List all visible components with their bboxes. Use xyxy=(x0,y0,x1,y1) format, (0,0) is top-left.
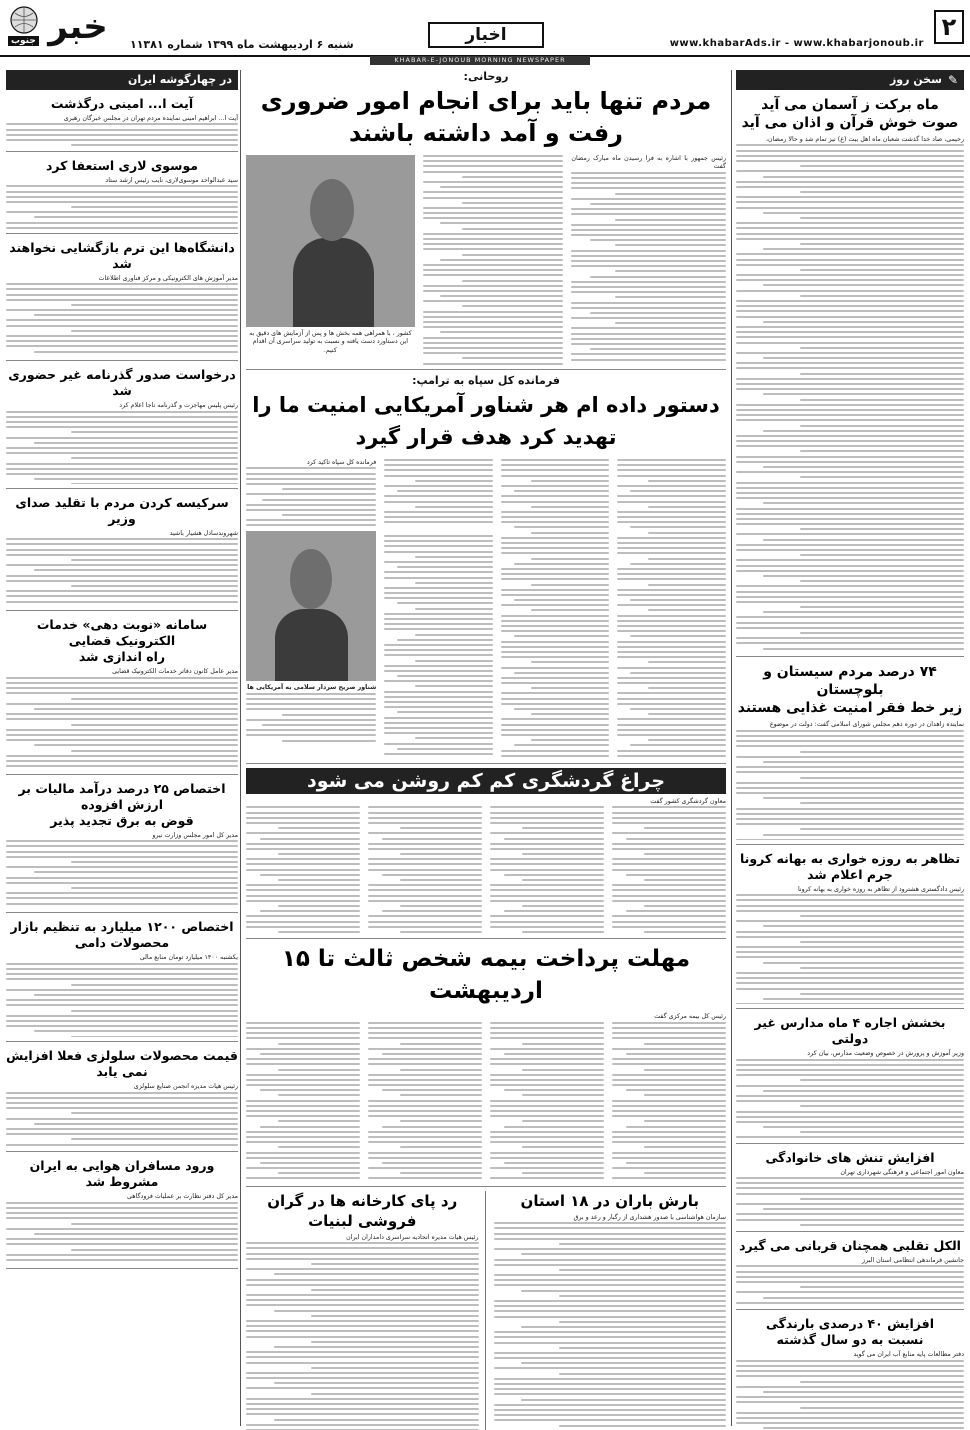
divider xyxy=(6,488,238,489)
story-body xyxy=(617,459,726,759)
president-photo xyxy=(246,155,415,327)
brief-lead: رئیس هیات مدیره انجمن صنایع سلولزی xyxy=(133,1083,238,1091)
news-brief xyxy=(6,240,238,362)
brief-body xyxy=(6,840,238,908)
brief-headline: موسوی لاری استعفا کرد xyxy=(45,157,199,173)
brief-headline: ورود مسافران هوایی به ایران مشروط شد xyxy=(29,1158,215,1190)
story-lead: رئیس دادگستری هشترود از تظاهر به روزه خواری به بهانه کرونا xyxy=(797,885,964,893)
story-body xyxy=(246,467,376,527)
brief-headline: درخواست صدور گذرنامه غیر حضوری شد xyxy=(8,367,236,399)
story-headline: بارش باران در ۱۸ استان xyxy=(520,1191,699,1210)
brief-headline: دانشگاه‌ها این ترم بازگشایی نخواهند شد xyxy=(9,239,235,271)
brief-body xyxy=(6,963,238,1037)
story-body xyxy=(736,1265,964,1305)
right-column xyxy=(736,70,964,1430)
news-brief xyxy=(6,158,238,234)
newspaper-logo xyxy=(4,4,122,54)
column-divider xyxy=(240,70,241,1426)
brief-lead: مدیر آموزش های الکترونیکی و مرکز فناوری اطلاعات xyxy=(98,274,238,282)
english-banner: KHABAR-E-JONOUB MORNING NEWSPAPER xyxy=(370,56,590,65)
story-body xyxy=(490,806,604,934)
brief-headline: قیمت محصولات سلولزی فعلا افزایش نمی یابد xyxy=(6,1048,238,1080)
editorial-headline: ماه برکت ز آسمان می آید صوت خوش قرآن و اذان می آید xyxy=(741,97,959,131)
divider xyxy=(246,938,726,939)
story-body xyxy=(501,459,610,759)
masthead xyxy=(0,0,970,64)
page-number: ۲ xyxy=(934,10,964,44)
divider xyxy=(6,1151,238,1152)
story-body xyxy=(612,806,726,934)
divider xyxy=(6,610,238,611)
brief-lead: مدیر عامل کانون دفاتر خدمات الکترونیک قضایی xyxy=(112,668,238,676)
brief-headline: سرکیسه کردن مردم با تقلید صدای وزیر xyxy=(15,494,229,526)
brief-headline: اختصاص ۱۲۰۰ میلیارد به تنظیم بازار محصولات دامی xyxy=(10,919,234,951)
news-brief xyxy=(6,96,238,152)
editorial-lead: رحیمی، صاد خدا گذشت شعبان ماه اهل بیت (ع) نیز تمام شد و حالا رمضان، xyxy=(765,136,964,143)
story-lead: رئیس کل بیمه مرکزی گفت xyxy=(654,1013,726,1021)
brief-headline: آیت ا... امینی درگذشت xyxy=(50,96,194,111)
logo-subtitle: جنوب xyxy=(8,36,39,46)
story-kicker: فرمانده کل سپاه به ترامپ: xyxy=(412,374,560,387)
brief-body xyxy=(6,185,238,228)
brief-body xyxy=(6,123,238,147)
brief-body xyxy=(6,283,238,356)
editorial-label: ✎ سخن روز xyxy=(736,70,964,90)
divider xyxy=(6,1041,238,1042)
brief-headline: سامانه «نوبت دهی» خدمات الکترونیک قضایی راه اندازی شد xyxy=(36,617,208,665)
story-lead: دفتر مطالعات پایه منابع آب ایران می گوید xyxy=(853,1351,964,1359)
pen-icon: ✎ xyxy=(947,73,958,87)
story-headline: تظاهر به روزه خواری به بهانه کرونا جرم اعلام شد xyxy=(739,850,961,882)
divider xyxy=(246,763,726,764)
main-column xyxy=(246,70,726,1430)
story-lead: فرمانده کل سپاه تاکید کرد xyxy=(306,459,377,466)
story-body xyxy=(246,806,360,934)
divider xyxy=(6,1268,238,1269)
editorial-body xyxy=(736,144,964,652)
commander-photo xyxy=(246,531,376,681)
story-headline: رد پای کارخانه ها در گران فروشی لبنیات xyxy=(267,1191,458,1230)
story-lead: سازمان هواشناسی با صدور هشداری از رگبار و رعد و برق xyxy=(573,1213,726,1221)
left-column xyxy=(6,70,238,1273)
story-body xyxy=(246,1242,479,1430)
news-brief xyxy=(6,1048,238,1152)
divider xyxy=(6,233,238,234)
brief-lead: مدیر کل دفتر نظارت بر عملیات فرودگاهی xyxy=(127,1193,238,1201)
section-title: اخبار xyxy=(428,22,544,48)
divider xyxy=(736,1309,964,1310)
divider xyxy=(6,151,238,152)
story-body xyxy=(246,693,376,743)
story-body xyxy=(490,1022,604,1182)
story-body xyxy=(736,1059,964,1139)
brief-headline: اختصاص ۲۵ درصد درآمد مالیات بر ارزش افزوده قوض به برق تجدید پذیر xyxy=(18,780,226,828)
story-lead: رئیس جمهور با اشاره به فرا رسیدن ماه مبارک رمضان گفت xyxy=(571,155,726,171)
news-brief xyxy=(6,367,238,489)
column-divider xyxy=(731,70,732,1426)
section-label: در چهارگوشه ایران xyxy=(128,73,232,86)
story-body xyxy=(736,1177,964,1227)
story-lead: جانشین فرماندهی انتظامی استان البرز xyxy=(862,1257,964,1265)
story-headline: بخشش اجاره ۴ ماه مدارس غیر دولتی xyxy=(754,1015,946,1047)
section-label-bar xyxy=(6,70,238,90)
photo-caption: شناور صریح سردار سلامی به آمریکایی ها xyxy=(247,684,377,692)
brief-lead: مدیر کل امور مجلس وزارت نیرو xyxy=(152,831,238,839)
story-body xyxy=(423,155,564,365)
story-headline: مهلت پرداخت بیمه شخص ثالث تا ۱۵ اردیبهشت xyxy=(281,946,691,1005)
story-headline: مردم تنها باید برای انجام امور ضروری رفت و آمد داشته باشند xyxy=(260,87,712,147)
story-lead: معاون گردشگری کشور گفت xyxy=(650,798,726,805)
divider xyxy=(6,912,238,913)
story-body xyxy=(736,730,964,840)
story-body xyxy=(368,806,482,934)
news-brief xyxy=(6,781,238,914)
divider xyxy=(736,1143,964,1144)
story-headline-band: چراغ گردشگری کم کم روشن می شود xyxy=(246,768,726,794)
story-body xyxy=(368,1022,482,1182)
story-kicker: روحانی: xyxy=(463,70,509,83)
divider xyxy=(736,1008,964,1009)
divider xyxy=(736,656,964,657)
divider xyxy=(246,1186,726,1187)
brief-lead: آیت ا... ابراهیم امینی نماینده مردم تهران در مجلس خبرگان رهبری xyxy=(63,115,238,122)
brief-lead: سید عبدالواحد موسوی‌لاری، نایب رئیس ارشد ستاد xyxy=(105,176,238,184)
brief-lead: رئیس پلیس مهاجرت و گذرنامه ناجا اعلام کرد xyxy=(119,402,238,410)
news-briefs-list xyxy=(6,96,238,1269)
brief-lead: یکشنبه ۱۴۰۰ میلیارد تومان منابع مالی xyxy=(139,954,238,962)
divider xyxy=(6,774,238,775)
story-headline: دستور داده ام هر شناور آمریکایی امنیت ما را تهدید کرد هدف قرار گیرد xyxy=(252,393,720,449)
story-headline: افزایش ۴۰ درصدی بارندگی نسبت به دو سال گذشته xyxy=(766,1316,934,1348)
photo-caption: کشور ، با همراهی همه بخش ها و پس از آزمایش های دقیق به این دستاورد دست یافته و نسبت به تولید سراسری آن اقدام کنیم. xyxy=(249,330,412,354)
news-brief xyxy=(6,495,238,612)
story-body xyxy=(246,1022,360,1182)
story-body xyxy=(612,1022,726,1182)
divider xyxy=(246,369,726,370)
story-lead: رئیس هیات مدیره اتحادیه سراسری دامداران ایران xyxy=(346,1233,479,1241)
story-body xyxy=(494,1222,727,1430)
story-body xyxy=(384,535,493,757)
story-body xyxy=(571,172,726,362)
site-url[interactable]: www.khabarAds.ir - www.khabarjonoub.ir xyxy=(669,38,924,49)
story-headline: ۷۴ درصد مردم سیستان و بلوچستان زیر خط فقر امنیت غذایی هستند xyxy=(737,664,963,717)
logo-wordmark: خبر xyxy=(48,7,108,47)
news-brief xyxy=(6,919,238,1042)
story-body xyxy=(736,894,964,1004)
brief-body xyxy=(6,411,238,484)
story-lead: وزیر آموزش و پرورش در خصوص وضعیت مدارس، بیان کرد xyxy=(807,1050,964,1058)
brief-lead: شهروندسادل هشیار باشید xyxy=(169,529,238,537)
story-headline: الکل تقلبی همچنان قربانی می گیرد xyxy=(739,1238,961,1254)
story-lead: نماینده زاهدان در دوره دهم مجلس شورای اسلامی گفت: دولت در موضوع xyxy=(769,721,964,729)
brief-body xyxy=(6,1092,238,1148)
brief-body xyxy=(6,677,238,770)
news-brief xyxy=(6,1158,238,1268)
news-brief xyxy=(6,617,238,774)
divider xyxy=(736,844,964,845)
story-lead: معاون امور اجتماعی و فرهنگی شهرداری تهران xyxy=(840,1168,964,1176)
story-body xyxy=(384,459,493,529)
story-body xyxy=(736,1360,964,1430)
divider xyxy=(736,1231,964,1232)
divider xyxy=(6,360,238,361)
brief-body xyxy=(6,538,238,606)
brief-body xyxy=(6,1202,238,1264)
story-headline: افزایش تنش های خانوادگی xyxy=(765,1149,935,1165)
date-issue-line: شنبه ۶ اردیبهشت ماه ۱۳۹۹ شماره ۱۱۳۸۱ xyxy=(130,38,354,51)
